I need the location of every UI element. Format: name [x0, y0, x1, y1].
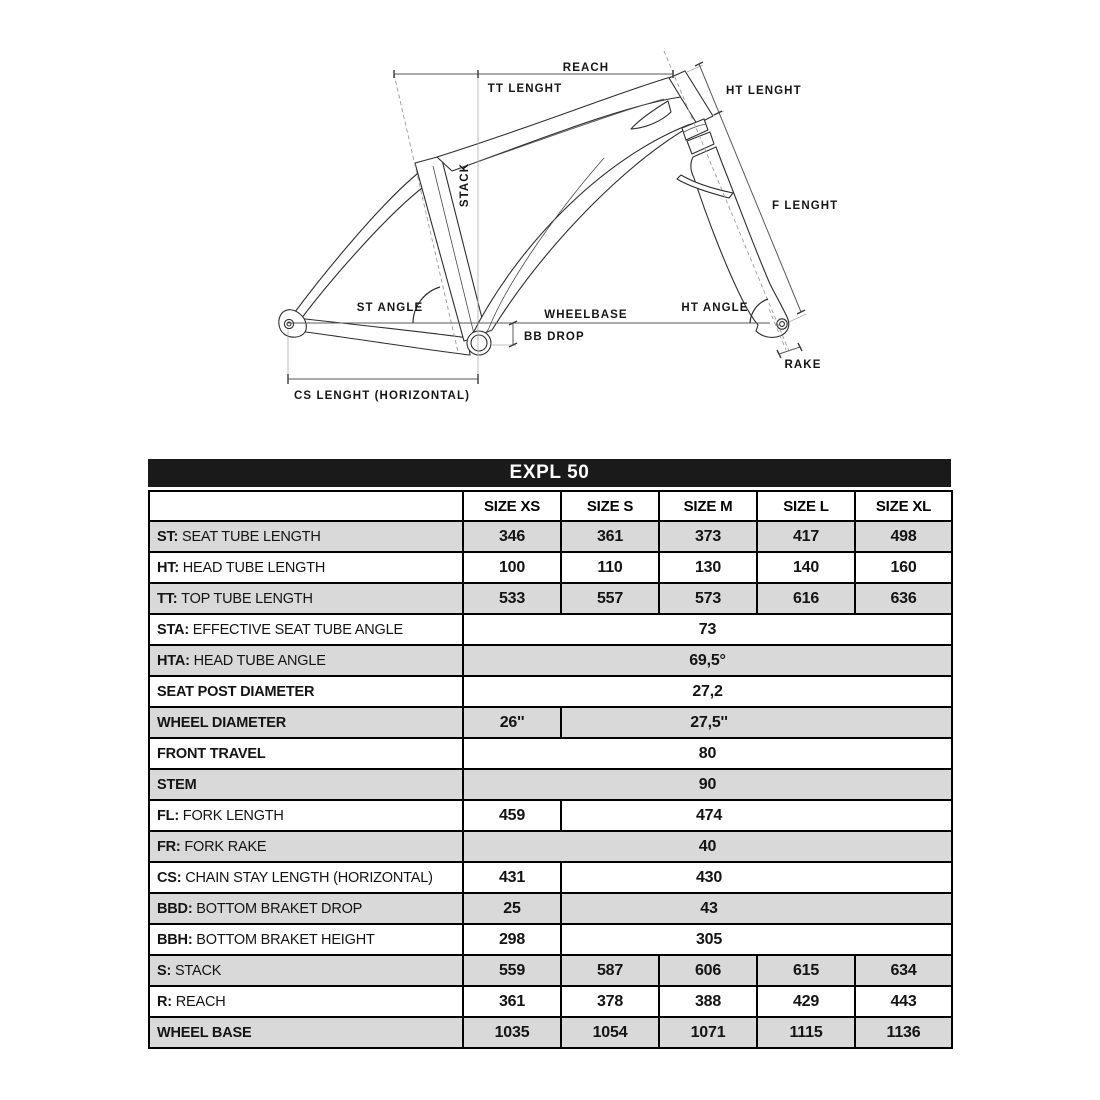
spec-row: [149, 862, 952, 893]
spec-row: [149, 769, 952, 800]
spec-value-cell: 27,5'': [561, 707, 952, 738]
spec-row-label: STA: EFFECTIVE SEAT TUBE ANGLE: [149, 614, 463, 645]
spec-value-cell: 1136: [855, 1017, 952, 1048]
spec-value-cell: 1054: [561, 1017, 659, 1048]
spec-value-cell: 140: [757, 552, 855, 583]
spec-row-label: HT: HEAD TUBE LENGTH: [149, 552, 463, 583]
spec-value-cell: 606: [659, 955, 757, 986]
spec-value-cell: 430: [561, 862, 952, 893]
size-column-header: SIZE S: [561, 491, 659, 521]
size-column-header: SIZE M: [659, 491, 757, 521]
table-title: EXPL 50: [148, 459, 951, 487]
spec-row-label: STEM: [149, 769, 463, 800]
spec-row-label: BBD: BOTTOM BRAKET DROP: [149, 893, 463, 924]
spec-value-cell: 69,5°: [463, 645, 952, 676]
spec-value-cell: 110: [561, 552, 659, 583]
spec-row-label: WHEEL BASE: [149, 1017, 463, 1048]
spec-value-cell: 100: [463, 552, 561, 583]
spec-value-cell: 1071: [659, 1017, 757, 1048]
spec-value-cell: 160: [855, 552, 952, 583]
size-column-header: SIZE L: [757, 491, 855, 521]
size-header-row: [149, 491, 952, 521]
bb-drop-label: BB DROP: [524, 331, 585, 343]
spec-value-cell: 298: [463, 924, 561, 955]
size-column-header: SIZE XL: [855, 491, 952, 521]
spec-row: [149, 552, 952, 583]
spec-row: [149, 738, 952, 769]
spec-value-cell: 373: [659, 521, 757, 552]
spec-row-label: S: STACK: [149, 955, 463, 986]
spec-row: [149, 1017, 952, 1048]
spec-row-label: FRONT TRAVEL: [149, 738, 463, 769]
spec-table: [148, 490, 953, 1049]
spec-row: [149, 893, 952, 924]
spec-row-label: ST: SEAT TUBE LENGTH: [149, 521, 463, 552]
spec-value-cell: 305: [561, 924, 952, 955]
spec-value-cell: 474: [561, 800, 952, 831]
spec-value-cell: 26'': [463, 707, 561, 738]
tt-length-label: TT LENGHT: [487, 83, 563, 95]
spec-value-cell: 130: [659, 552, 757, 583]
spec-row-label: R: REACH: [149, 986, 463, 1017]
spec-value-cell: 73: [463, 614, 952, 645]
spec-value-cell: 431: [463, 862, 561, 893]
spec-row-label: BBH: BOTTOM BRAKET HEIGHT: [149, 924, 463, 955]
spec-value-cell: 361: [561, 521, 659, 552]
spec-row: [149, 800, 952, 831]
spec-value-cell: 1115: [757, 1017, 855, 1048]
spec-value-cell: 27,2: [463, 676, 952, 707]
reach-label: REACH: [562, 62, 610, 74]
spec-row-label: SEAT POST DIAMETER: [149, 676, 463, 707]
spec-row: [149, 645, 952, 676]
spec-row: [149, 676, 952, 707]
spec-row-label: CS: CHAIN STAY LENGTH (HORIZONTAL): [149, 862, 463, 893]
st-angle-label: ST ANGLE: [356, 302, 424, 314]
spec-row-label: HTA: HEAD TUBE ANGLE: [149, 645, 463, 676]
spec-row: [149, 986, 952, 1017]
spec-value-cell: 25: [463, 893, 561, 924]
bike-geometry-diagram: [0, 0, 1100, 440]
spec-value-cell: 417: [757, 521, 855, 552]
spec-row-label: FR: FORK RAKE: [149, 831, 463, 862]
stack-label: STACK: [459, 162, 471, 208]
spec-value-cell: 498: [855, 521, 952, 552]
spec-row: [149, 955, 952, 986]
spec-value-cell: 80: [463, 738, 952, 769]
spec-value-cell: 615: [757, 955, 855, 986]
spec-sheet: [148, 459, 951, 1049]
spec-row: [149, 583, 952, 614]
spec-value-cell: 346: [463, 521, 561, 552]
spec-value-cell: 636: [855, 583, 952, 614]
spec-value-cell: 40: [463, 831, 952, 862]
spec-value-cell: 388: [659, 986, 757, 1017]
spec-value-cell: 533: [463, 583, 561, 614]
cs-length-label: CS LENGHT (HORIZONTAL): [293, 390, 471, 402]
spec-value-cell: 459: [463, 800, 561, 831]
ht-length-label: HT LENGHT: [726, 85, 802, 97]
rake-label: RAKE: [784, 359, 822, 371]
spec-value-cell: 1035: [463, 1017, 561, 1048]
spec-row-label: WHEEL DIAMETER: [149, 707, 463, 738]
spec-row: [149, 831, 952, 862]
spec-value-cell: 361: [463, 986, 561, 1017]
ht-angle-label: HT ANGLE: [681, 302, 749, 314]
spec-value-cell: 587: [561, 955, 659, 986]
spec-value-cell: 378: [561, 986, 659, 1017]
spec-row: [149, 707, 952, 738]
spec-value-cell: 616: [757, 583, 855, 614]
spec-value-cell: 43: [561, 893, 952, 924]
spec-row-label: TT: TOP TUBE LENGTH: [149, 583, 463, 614]
wheelbase-label: WHEELBASE: [544, 309, 628, 321]
spec-value-cell: 559: [463, 955, 561, 986]
spec-value-cell: 573: [659, 583, 757, 614]
corner-cell: [149, 491, 463, 521]
spec-value-cell: 90: [463, 769, 952, 800]
spec-value-cell: 429: [757, 986, 855, 1017]
f-length-label: F LENGHT: [772, 200, 839, 212]
spec-row: [149, 521, 952, 552]
spec-value-cell: 634: [855, 955, 952, 986]
spec-row: [149, 924, 952, 955]
spec-value-cell: 557: [561, 583, 659, 614]
spec-value-cell: 443: [855, 986, 952, 1017]
spec-row-label: FL: FORK LENGTH: [149, 800, 463, 831]
size-column-header: SIZE XS: [463, 491, 561, 521]
spec-row: [149, 614, 952, 645]
